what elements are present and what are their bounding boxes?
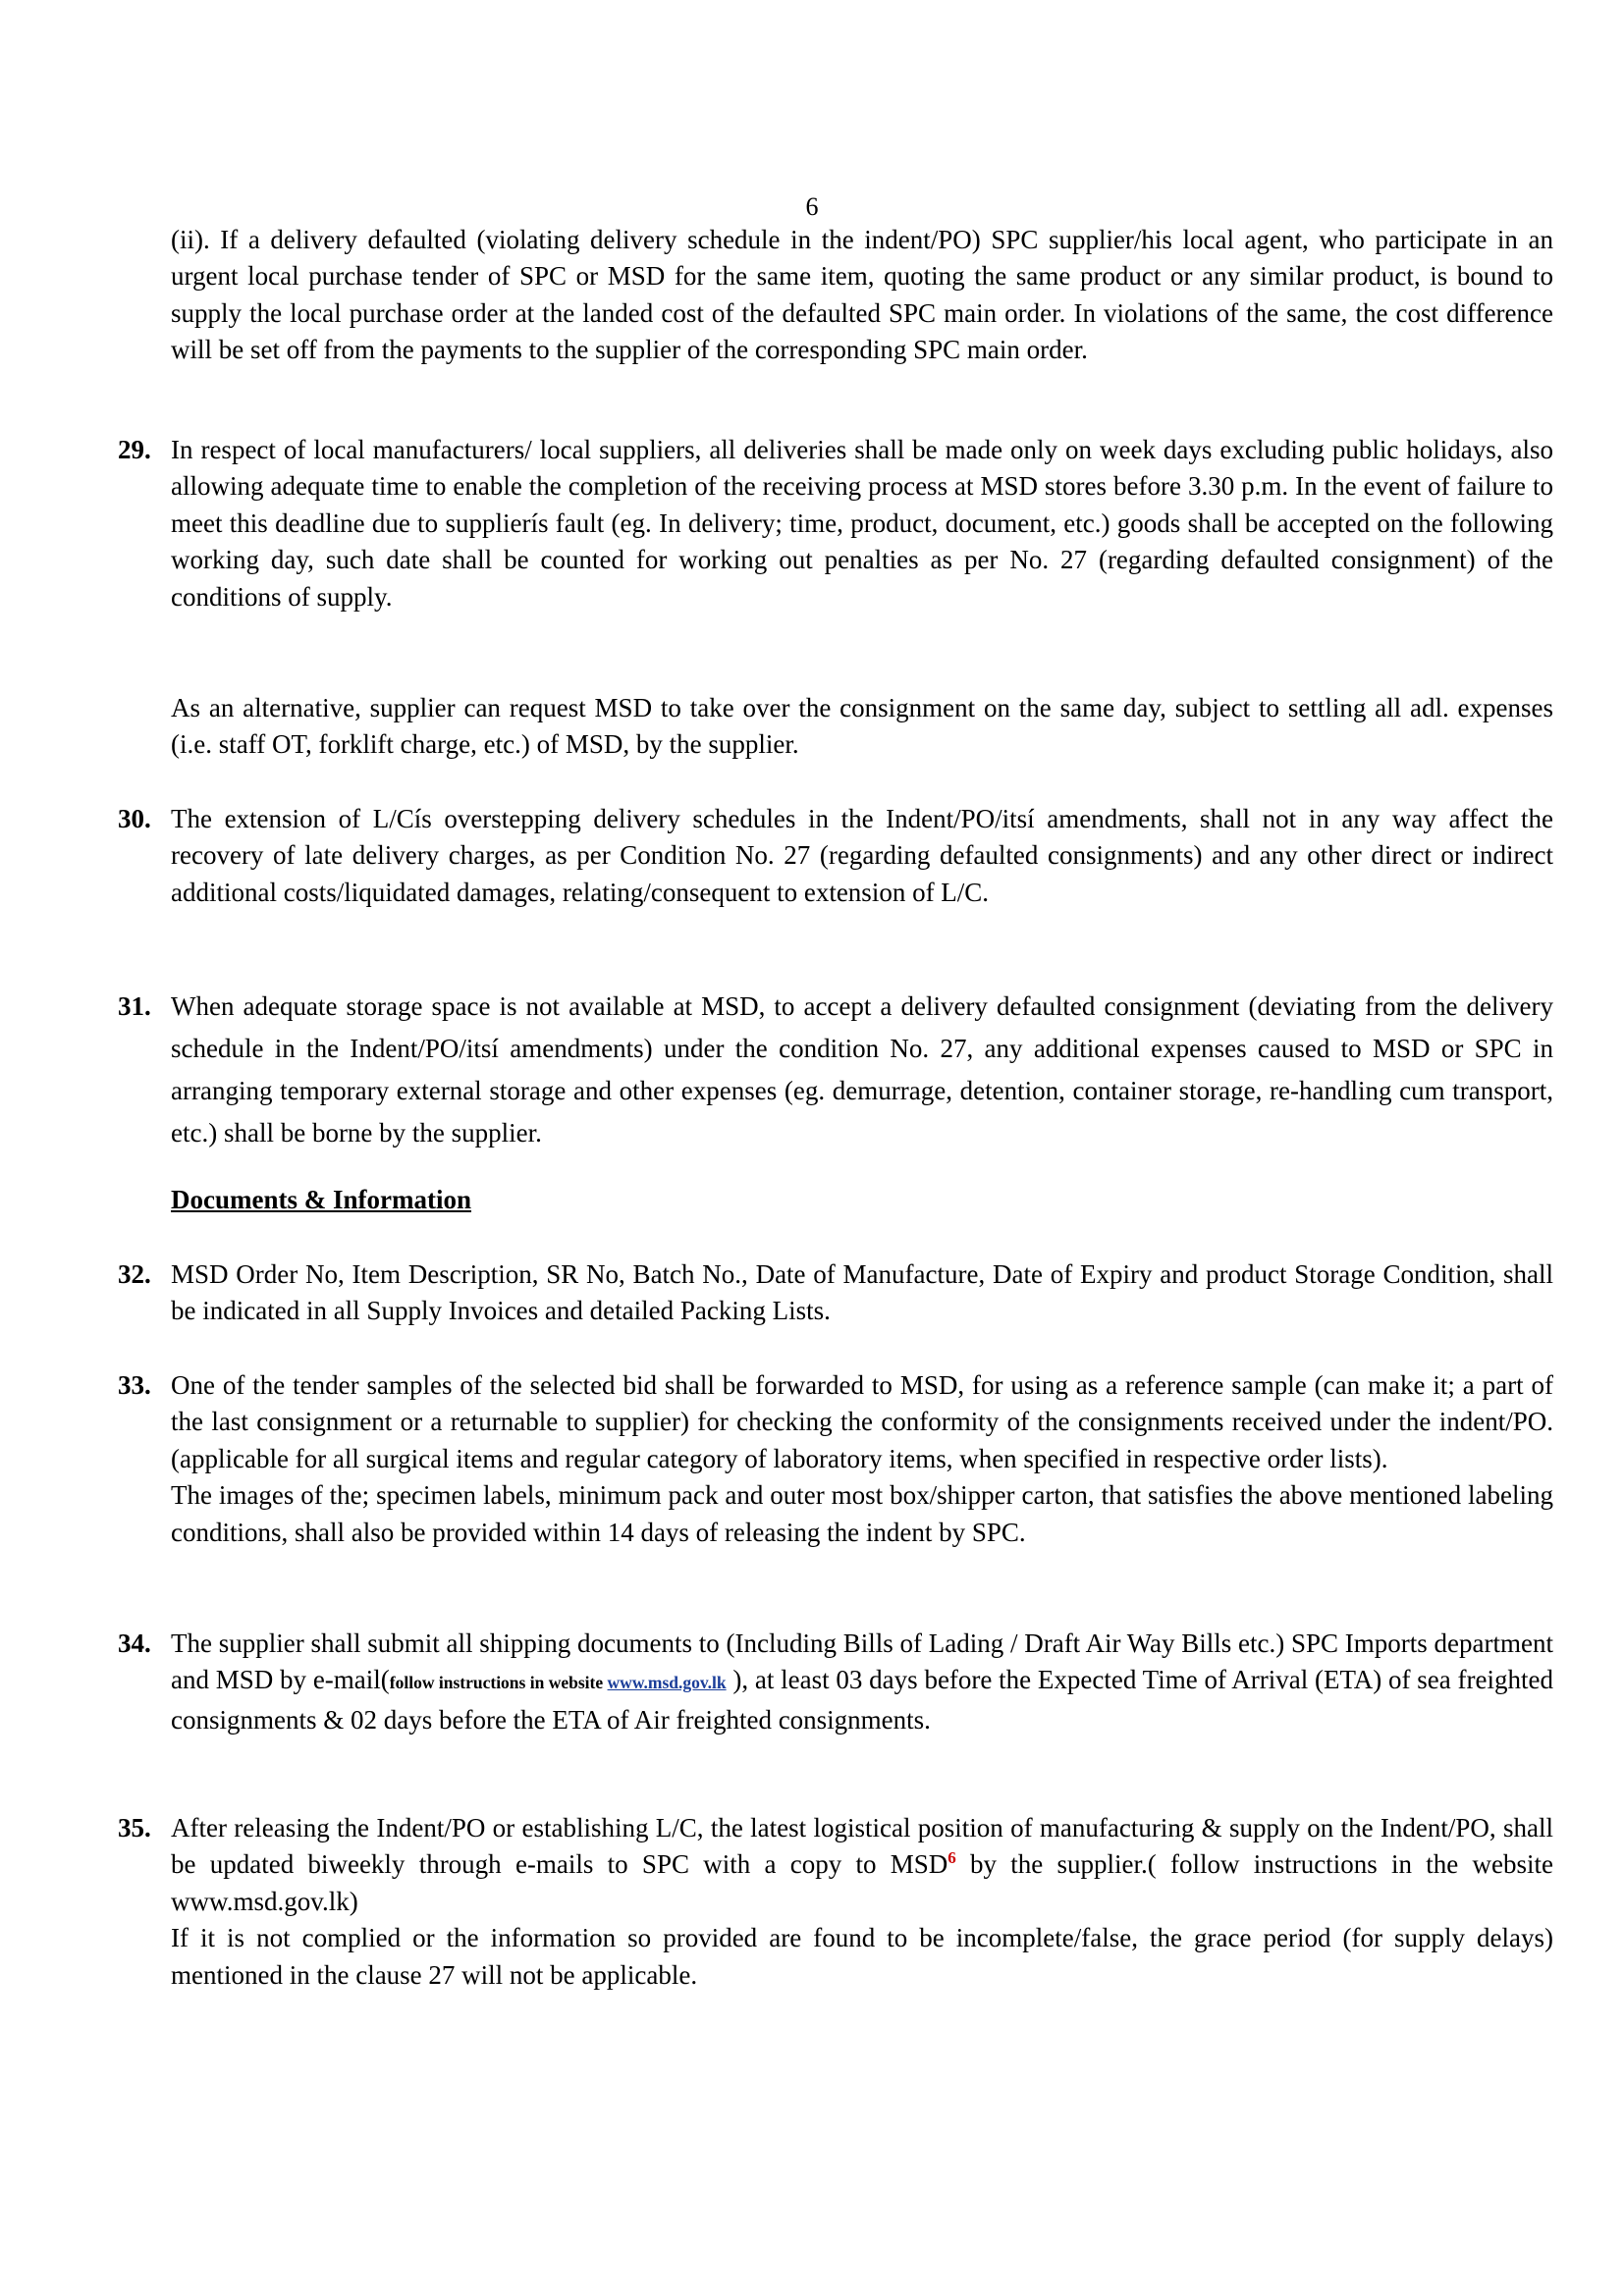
clause-34-number: 34.: [118, 1629, 151, 1658]
clause-33-text-2: The images of the; specimen labels, minimum pack and outer most box/shipper carton, that satisfies the above mentioned labeling conditions, shall also be provided within 14 days of releasing the indent by SPC.: [171, 1480, 1553, 1547]
clause-33-number: 33.: [118, 1370, 151, 1400]
clause-32-number: 32.: [118, 1259, 151, 1289]
clause-29-alternative-text: As an alternative, supplier can request MSD to take over the consignment on the same day, subject to settling all adl. expenses (i.e. staff OT, forklift charge, etc.) of MSD, by the supplier.: [171, 693, 1553, 760]
clause-31-text: When adequate storage space is not available at MSD, to accept a delivery defaulted consignment (deviating from the delivery schedule in the Indent/PO/itsí amendments) under the condition No. 27, any additional expenses caused to MSD or SPC in arranging temporary external storage and other expenses (eg. demurrage, detention, container storage, re-handling cum transport, etc.) shall be borne by the supplier.: [171, 991, 1553, 1148]
footnote-marker: 6: [947, 1848, 956, 1868]
clause-35-text-2: If it is not complied or the information so provided are found to be incomplete/false, the grace period (for supply delays) mentioned in the clause 27 will not be applicable.: [171, 1923, 1553, 1990]
clause-35-number: 35.: [118, 1813, 151, 1842]
clause-35-text-a: After releasing the Indent/PO or establishing L/C, the latest logistical position of manufacturing & supply on the Indent/PO, shall be updated biweekly through e-mails to SPC with a copy to MSD: [171, 1813, 1553, 1880]
clause-32: [118, 1256, 1553, 1330]
clause-34: [118, 1626, 1553, 1738]
clause-28-ii-text: (ii). If a delivery defaulted (violating delivery schedule in the indent/PO) SPC supplier/his local agent, who participate in an urgent local purchase tender of SPC or MSD for the same item, quoting the same product or any similar product, is bound to supply the local purchase order at the landed cost of the defaulted SPC main order. In violations of the same, the cost difference will be set off from the payments to the supplier of the corresponding SPC main order.: [171, 225, 1553, 365]
clause-33: [118, 1367, 1553, 1551]
msd-website-link[interactable]: www.msd.gov.lk: [607, 1673, 727, 1693]
clause-28-ii: [171, 222, 1553, 369]
clause-32-text: MSD Order No, Item Description, SR No, Batch No., Date of Manufacture, Date of Expiry and product Storage Condition, shall be indicated in all Supply Invoices and detailed Packing Lists.: [171, 1259, 1553, 1326]
section-heading: Documents & Information: [171, 1185, 471, 1214]
clause-29: [118, 432, 1553, 615]
clause-34-small-text: follow instructions in website: [389, 1673, 608, 1693]
clause-29-number: 29.: [118, 435, 151, 464]
clause-35-text-b: by the supplier.( follow instructions in the website www.msd.gov.lk): [171, 1849, 1553, 1916]
clause-30-number: 30.: [118, 804, 151, 833]
clause-31: [118, 986, 1553, 1154]
clause-34-text-b: ), at least 03 days before the Expected Time of Arrival (ETA) of sea freighted consignments & 02 days before the ETA of Air freighted consignments.: [171, 1665, 1553, 1735]
page-number: 6: [805, 192, 819, 221]
clause-33-text: One of the tender samples of the selected bid shall be forwarded to MSD, for using as a reference sample (can make it; a part of the last consignment or a returnable to supplier) for checking the conformity of the consignments received under the indent/PO.(applicable for all surgical items and regular category of laboratory items, when specified in respective order lists).: [171, 1370, 1553, 1473]
clause-30: [118, 801, 1553, 911]
clause-31-number: 31.: [118, 991, 151, 1021]
clause-29-text: In respect of local manufacturers/ local suppliers, all deliveries shall be made only on week days excluding public holidays, also allowing adequate time to enable the completion of the receiving process at MSD stores before 3.30 p.m. In the event of failure to meet this deadline due to supplierís fault (eg. In delivery; time, product, document, etc.) goods shall be accepted on the following working day, such date shall be counted for working out penalties as per No. 27 (regarding defaulted consignment) of the conditions of supply.: [171, 435, 1553, 612]
clause-30-text: The extension of L/Cís overstepping delivery schedules in the Indent/PO/itsí amendments, shall not in any way affect the recovery of late delivery charges, as per Condition No. 27 (regarding defaulted consignments) and any other direct or indirect additional costs/liquidated damages, relating/consequent to extension of L/C.: [171, 804, 1553, 907]
section-heading-documents: [171, 1182, 1553, 1218]
clause-29-alternative: [171, 690, 1553, 764]
clause-34-text-a: The supplier shall submit all shipping documents to (Including Bills of Lading / Draft Air Way Bills etc.) SPC Imports department and MSD by e-mail(: [171, 1629, 1553, 1695]
clause-35: [118, 1810, 1553, 1994]
